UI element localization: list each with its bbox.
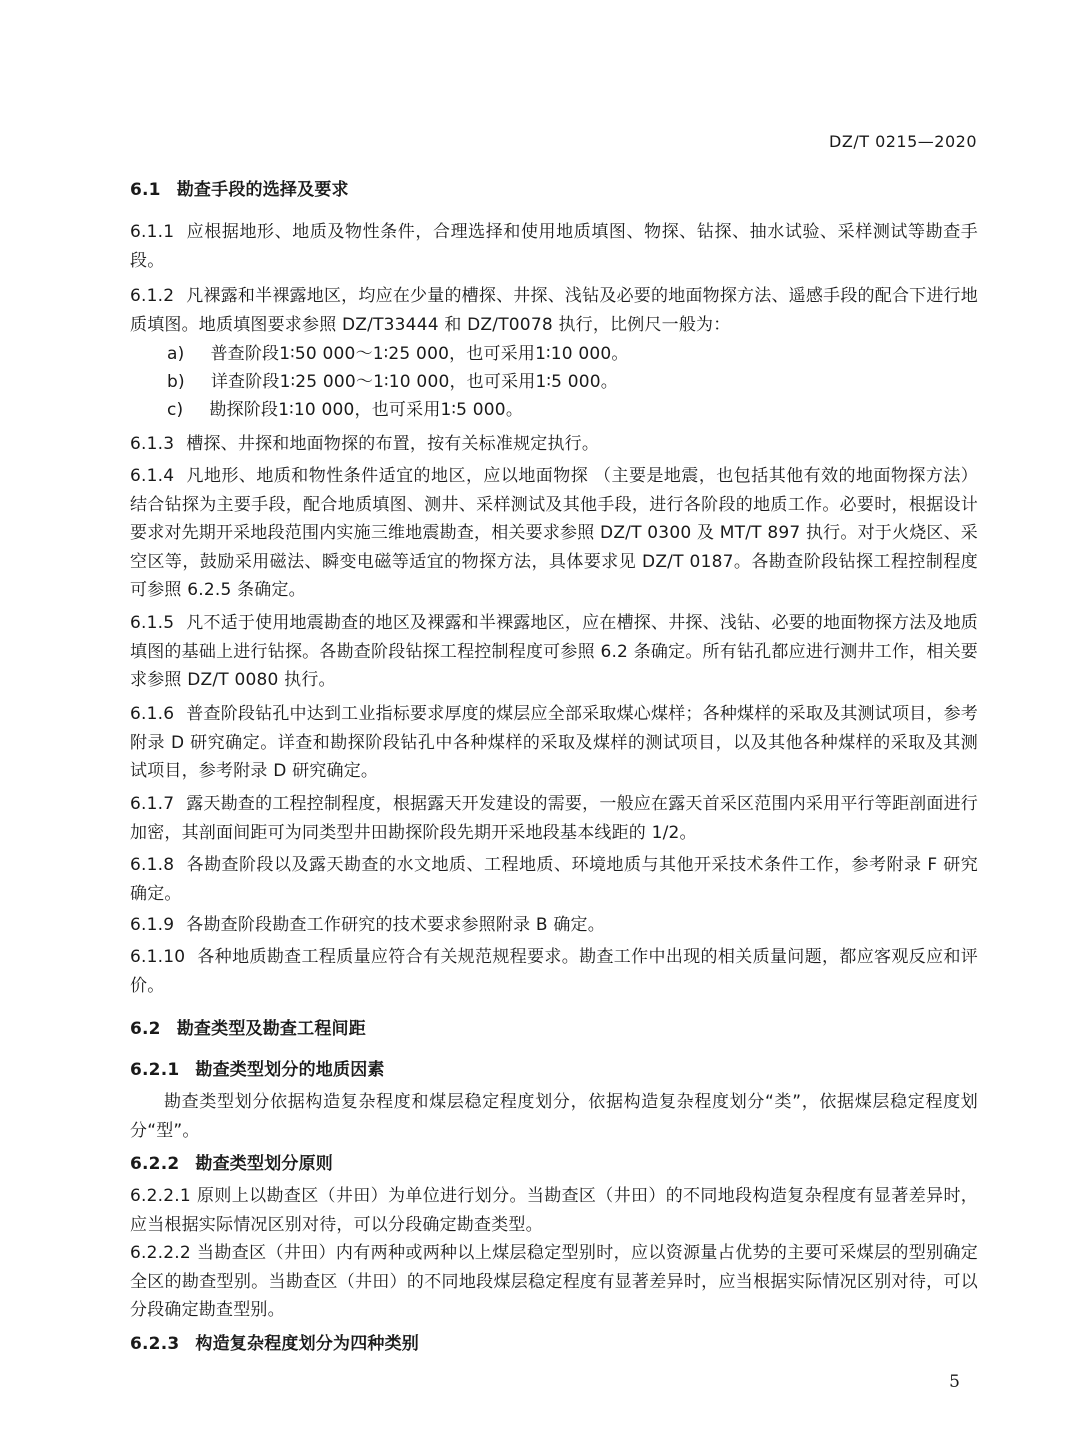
- clause-number: 6.2.2.2: [130, 1243, 191, 1263]
- clause-6-1-10: [130, 943, 978, 1000]
- clause-6-1-1: [130, 218, 978, 275]
- list-label: b): [167, 372, 185, 392]
- document-code: DZ/T 0215—2020: [829, 132, 977, 151]
- clause-number: 6.1.3: [130, 434, 175, 454]
- clause-number: 6.1.1: [130, 222, 175, 242]
- clause-text: 当勘查区（井田）内有两种或两种以上煤层稳定型别时，应以资源量占优势的主要可采煤层的型别确定全区的勘查型别。当勘查区（井田）的不同地段煤层稳定程度有显著差异时，应当根据实际情况区别对待，可以分段确定勘查型别。: [130, 1243, 978, 1320]
- subsection-title: 勘查类型划分原则: [195, 1154, 334, 1174]
- clause-text: 各勘查阶段以及露天勘查的水文地质、工程地质、环境地质与其他开采技术条件工作，参考附录 F 研究确定。: [130, 855, 978, 904]
- list-label: c): [167, 400, 184, 420]
- section-number: 6.1: [130, 180, 161, 200]
- list-text: 普查阶段1∶50 000～1∶25 000，也可采用1∶10 000。: [210, 344, 629, 364]
- list-item-c: [167, 396, 947, 425]
- clause-text: 应根据地形、地质及物性条件，合理选择和使用地质填图、物探、钻探、抽水试验、采样测试等勘查手段。: [130, 222, 978, 271]
- clause-6-1-6: [130, 700, 978, 786]
- clause-6-1-4: [130, 462, 978, 605]
- section-heading-6-1: [130, 176, 978, 205]
- clause-number: 6.1.4: [130, 466, 175, 486]
- paragraph-text: 勘查类型划分依据构造复杂程度和煤层稳定程度划分，依据构造复杂程度划分“类”，依据煤层稳定程度划分“型”。: [130, 1092, 978, 1141]
- section-number: 6.2: [130, 1019, 161, 1039]
- clause-text: 凡不适于使用地震勘查的地区及裸露和半裸露地区，应在槽探、井探、浅钻、必要的地面物探方法及地质填图的基础上进行钻探。各勘查阶段钻探工程控制程度可参照 6.2 条确定。所有钻孔都应进行测井工作，相关要求参照 DZ/T 0080 执行。: [130, 613, 978, 690]
- clause-6-1-3: [130, 430, 978, 459]
- clause-6-1-9: [130, 911, 978, 940]
- clause-6-1-2: [130, 282, 978, 339]
- clause-text: 露天勘查的工程控制程度，根据露天开发建设的需要，一般应在露天首采区范围内采用平行等距剖面进行加密，其剖面间距可为同类型井田勘探阶段先期开采地段基本线距的 1/2。: [130, 794, 978, 843]
- section-title: 勘查类型及勘查工程间距: [176, 1019, 366, 1039]
- list-label: a): [167, 344, 185, 364]
- clause-text: 各种地质勘查工程质量应符合有关规范规程要求。勘查工作中出现的相关质量问题，都应客观反应和评价。: [130, 947, 978, 996]
- list-item-b: [167, 368, 947, 397]
- clause-number: 6.2.2.1: [130, 1186, 191, 1206]
- list-text: 勘探阶段1∶10 000，也可采用1∶5 000。: [209, 400, 524, 420]
- clause-6-2-2-1: [130, 1182, 978, 1239]
- subsection-heading-6-2-3: [130, 1330, 978, 1359]
- section-heading-6-2: [130, 1015, 978, 1044]
- list-item-a: [167, 340, 947, 369]
- clause-text: 普查阶段钻孔中达到工业指标要求厚度的煤层应全部采取煤心煤样；各种煤样的采取及其测试项目，参考附录 D 研究确定。详查和勘探阶段钻孔中各种煤样的采取及煤样的测试项目，以及其他各种煤样的采取及其测试项目，参考附录 D 研究确定。: [130, 704, 978, 781]
- clause-6-1-8: [130, 851, 978, 908]
- clause-text: 凡裸露和半裸露地区，均应在少量的槽探、井探、浅钻及必要的地面物探方法、遥感手段的配合下进行地质填图。地质填图要求参照 DZ/T33444 和 DZ/T0078 执行，比例尺一般为：: [130, 286, 978, 335]
- subsection-number: 6.2.1: [130, 1060, 180, 1080]
- clause-text: 槽探、井探和地面物探的布置，按有关标准规定执行。: [186, 434, 600, 454]
- clause-number: 6.1.5: [130, 613, 175, 633]
- page-number: 5: [949, 1372, 960, 1392]
- clause-number: 6.1.10: [130, 947, 186, 967]
- clause-number: 6.1.2: [130, 286, 175, 306]
- clause-number: 6.1.7: [130, 794, 175, 814]
- clause-text: 各勘查阶段勘查工作研究的技术要求参照附录 B 确定。: [186, 915, 605, 935]
- paragraph-6-2-1: [130, 1088, 978, 1145]
- clause-text: 凡地形、地质和物性条件适宜的地区，应以地面物探 （主要是地震，也包括其他有效的地面物探方法） 结合钻探为主要手段，配合地质填图、测井、采样测试及其他手段，进行各阶段的地质工作。必要时，根据设计要求对先期开采地段范围内实施三维地震勘查，相关要求参照 DZ/T 0300 及 MT/T 897 执行。对于火烧区、采空区等，鼓励采用磁法、瞬变电磁等适宜的物探方法，具体要求见 DZ/T 0187。各勘查阶段钻探工程控制程度可参照 6.2.5 条确定。: [130, 466, 978, 600]
- section-title: 勘查手段的选择及要求: [176, 180, 349, 200]
- subsection-number: 6.2.2: [130, 1154, 180, 1174]
- subsection-heading-6-2-1: [130, 1056, 978, 1085]
- clause-number: 6.1.6: [130, 704, 175, 724]
- subsection-title: 勘查类型划分的地质因素: [195, 1060, 385, 1080]
- clause-number: 6.1.9: [130, 915, 175, 935]
- clause-text: 原则上以勘查区（井田）为单位进行划分。当勘查区（井田）的不同地段构造复杂程度有显著差异时，应当根据实际情况区别对待，可以分段确定勘查类型。: [130, 1186, 978, 1235]
- clause-6-1-5: [130, 609, 978, 695]
- subsection-heading-6-2-2: [130, 1150, 978, 1179]
- subsection-number: 6.2.3: [130, 1334, 180, 1354]
- list-text: 详查阶段1∶25 000～1∶10 000，也可采用1∶5 000。: [210, 372, 618, 392]
- clause-number: 6.1.8: [130, 855, 175, 875]
- subsection-title: 构造复杂程度划分为四种类别: [195, 1334, 420, 1354]
- clause-6-1-7: [130, 790, 978, 847]
- clause-6-2-2-2: [130, 1239, 978, 1325]
